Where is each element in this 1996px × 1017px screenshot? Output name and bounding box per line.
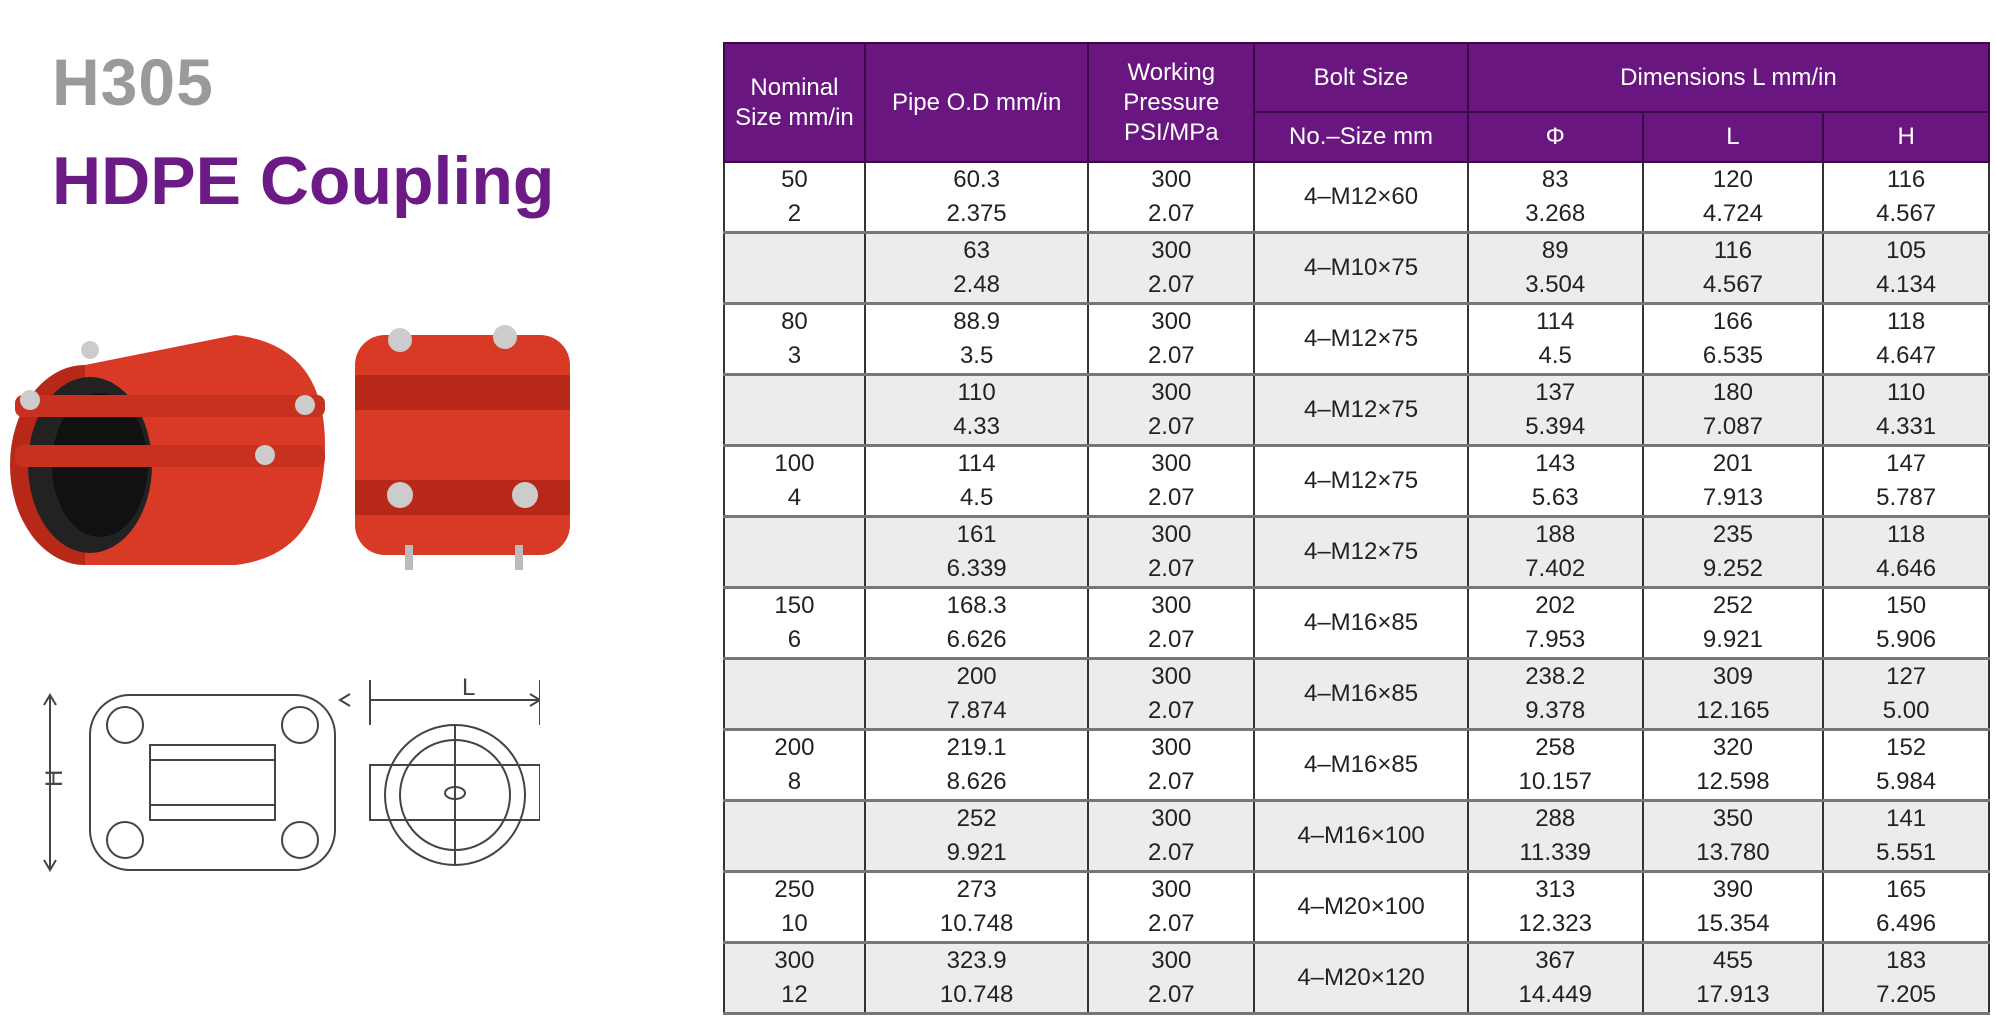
cell-working-pressure bbox=[1088, 375, 1254, 446]
nominal-size-mm: 50 bbox=[781, 166, 808, 193]
pipe-od-mm: 114 bbox=[957, 450, 996, 477]
cell-dim-h bbox=[1823, 943, 1989, 1014]
cell-dim-l bbox=[1643, 304, 1824, 375]
cell-dim-phi bbox=[1468, 801, 1643, 872]
working-pressure-mm: 300 bbox=[1151, 663, 1192, 690]
dim-phi-mm: 143 bbox=[1535, 450, 1576, 477]
nominal-size-in: 10 bbox=[781, 910, 808, 937]
table-row bbox=[724, 446, 1989, 517]
cell-dim-phi bbox=[1468, 872, 1643, 943]
cell-dim-h bbox=[1823, 730, 1989, 801]
cell-dim-l bbox=[1643, 446, 1824, 517]
pipe-od-mm: 88.9 bbox=[953, 308, 1000, 335]
pipe-od-in: 3.5 bbox=[959, 342, 994, 369]
dim-phi-mm: 367 bbox=[1535, 947, 1576, 974]
cell-working-pressure bbox=[1088, 162, 1254, 233]
cell-working-pressure bbox=[1088, 872, 1254, 943]
cell-dim-phi bbox=[1468, 659, 1643, 730]
cell-bolt-size: 4–M20×120 bbox=[1254, 943, 1468, 1014]
nominal-size-mm: 150 bbox=[774, 592, 815, 619]
cell-dim-l bbox=[1643, 375, 1824, 446]
pipe-od-mm: 161 bbox=[956, 521, 997, 548]
pipe-od-in: 2.375 bbox=[946, 200, 1007, 227]
header-phi: Φ bbox=[1468, 112, 1643, 162]
cell-dim-phi bbox=[1468, 730, 1643, 801]
dim-phi-in: 5.63 bbox=[1531, 484, 1579, 511]
dim-phi-in: 10.157 bbox=[1518, 768, 1592, 795]
dim-phi-mm: 313 bbox=[1535, 876, 1576, 903]
coupling-side-view bbox=[10, 335, 325, 565]
dim-l-in: 13.780 bbox=[1696, 839, 1770, 866]
cell-dim-phi bbox=[1468, 588, 1643, 659]
nominal-size-mm: 80 bbox=[781, 308, 808, 335]
pipe-od-mm: 168.3 bbox=[946, 592, 1007, 619]
header-working-pressure: Working Pressure PSI/MPa bbox=[1088, 43, 1254, 162]
dim-h-in: 4.134 bbox=[1876, 271, 1937, 298]
header-dimensions: Dimensions L mm/in bbox=[1468, 43, 1989, 112]
working-pressure-mm: 300 bbox=[1151, 592, 1192, 619]
dim-l-mm: 455 bbox=[1712, 947, 1753, 974]
table-row bbox=[724, 588, 1989, 659]
dim-l-in: 7.087 bbox=[1702, 413, 1763, 440]
pipe-od-mm: 252 bbox=[956, 805, 997, 832]
pipe-od-mm: 110 bbox=[957, 379, 996, 406]
dim-h-in: 4.646 bbox=[1876, 555, 1937, 582]
dim-l-in: 4.724 bbox=[1702, 200, 1763, 227]
dim-phi-in: 3.504 bbox=[1525, 271, 1586, 298]
cell-nominal-size bbox=[724, 588, 865, 659]
nominal-size-mm: 200 bbox=[774, 734, 815, 761]
dim-phi-in: 9.378 bbox=[1525, 697, 1586, 724]
dim-phi-mm: 83 bbox=[1541, 166, 1569, 193]
cell-working-pressure bbox=[1088, 801, 1254, 872]
pipe-od-in: 4.5 bbox=[959, 484, 994, 511]
table-row bbox=[724, 943, 1989, 1014]
cell-nominal-size bbox=[724, 517, 865, 588]
cell-dim-h bbox=[1823, 588, 1989, 659]
drawing-top-view bbox=[44, 695, 335, 870]
product-title: HDPE Coupling bbox=[52, 143, 555, 219]
dim-l-mm: 180 bbox=[1712, 379, 1753, 406]
nominal-size-in: 3 bbox=[787, 342, 802, 369]
cell-dim-phi bbox=[1468, 446, 1643, 517]
table-row bbox=[724, 730, 1989, 801]
pipe-od-in: 7.874 bbox=[946, 697, 1007, 724]
working-pressure-mm: 300 bbox=[1151, 947, 1192, 974]
dimension-drawing bbox=[40, 665, 540, 895]
cell-bolt-size: 4–M12×75 bbox=[1254, 446, 1468, 517]
working-pressure-mm: 300 bbox=[1151, 521, 1192, 548]
cell-dim-h bbox=[1823, 659, 1989, 730]
cell-dim-phi bbox=[1468, 162, 1643, 233]
working-pressure-in: 2.07 bbox=[1147, 413, 1195, 440]
pipe-od-in: 6.339 bbox=[946, 555, 1007, 582]
cell-pipe-od bbox=[865, 730, 1089, 801]
cell-pipe-od bbox=[865, 801, 1089, 872]
working-pressure-in: 2.07 bbox=[1147, 981, 1195, 1008]
dim-l-mm: 252 bbox=[1712, 592, 1753, 619]
dim-h-in: 5.906 bbox=[1876, 626, 1937, 653]
dim-h-mm: 165 bbox=[1886, 876, 1927, 903]
cell-pipe-od bbox=[865, 517, 1089, 588]
nominal-size-mm: 250 bbox=[774, 876, 815, 903]
cell-dim-h bbox=[1823, 304, 1989, 375]
dim-l-mm: 309 bbox=[1712, 663, 1753, 690]
working-pressure-in: 2.07 bbox=[1147, 555, 1195, 582]
dim-phi-in: 5.394 bbox=[1525, 413, 1586, 440]
model-number: H305 bbox=[52, 45, 214, 119]
dim-l-in: 4.567 bbox=[1702, 271, 1763, 298]
working-pressure-in: 2.07 bbox=[1147, 839, 1195, 866]
dim-h-in: 6.496 bbox=[1876, 910, 1937, 937]
dim-l-mm: 320 bbox=[1712, 734, 1753, 761]
working-pressure-mm: 300 bbox=[1151, 379, 1192, 406]
cell-bolt-size: 4–M12×75 bbox=[1254, 375, 1468, 446]
dim-l-mm: 166 bbox=[1712, 308, 1753, 335]
cell-dim-h bbox=[1823, 801, 1989, 872]
dim-h-mm: 183 bbox=[1886, 947, 1927, 974]
nominal-size-in: 4 bbox=[787, 484, 802, 511]
cell-working-pressure bbox=[1088, 943, 1254, 1014]
working-pressure-mm: 300 bbox=[1151, 237, 1192, 264]
dim-l-in: 9.252 bbox=[1702, 555, 1763, 582]
working-pressure-mm: 300 bbox=[1151, 166, 1192, 193]
dim-phi-mm: 89 bbox=[1541, 237, 1569, 264]
dim-phi-mm: 188 bbox=[1535, 521, 1576, 548]
cell-dim-phi bbox=[1468, 375, 1643, 446]
dim-h-in: 7.205 bbox=[1876, 981, 1937, 1008]
working-pressure-in: 2.07 bbox=[1147, 910, 1195, 937]
header-l: L bbox=[1643, 112, 1824, 162]
nominal-size-in: 2 bbox=[787, 200, 802, 227]
nominal-size-in: 6 bbox=[787, 626, 802, 653]
dim-phi-mm: 137 bbox=[1535, 379, 1576, 406]
dim-phi-in: 11.339 bbox=[1519, 839, 1592, 866]
dim-h-in: 4.647 bbox=[1876, 342, 1937, 369]
dim-l-in: 17.913 bbox=[1696, 981, 1770, 1008]
dim-phi-mm: 238.2 bbox=[1525, 663, 1586, 690]
cell-dim-l bbox=[1643, 588, 1824, 659]
dim-l-mm: 235 bbox=[1712, 521, 1753, 548]
pipe-od-in: 8.626 bbox=[946, 768, 1007, 795]
cell-dim-l bbox=[1643, 659, 1824, 730]
dim-l-mm: 120 bbox=[1712, 166, 1753, 193]
dim-h-label: H bbox=[41, 769, 68, 787]
working-pressure-in: 2.07 bbox=[1147, 342, 1195, 369]
dim-h-in: 4.567 bbox=[1876, 200, 1937, 227]
dim-l-in: 6.535 bbox=[1702, 342, 1763, 369]
dim-h-mm: 118 bbox=[1887, 308, 1926, 335]
cell-working-pressure bbox=[1088, 304, 1254, 375]
cell-dim-phi bbox=[1468, 233, 1643, 304]
dim-phi-mm: 258 bbox=[1535, 734, 1576, 761]
dim-l-mm: 390 bbox=[1712, 876, 1753, 903]
table-row bbox=[724, 659, 1989, 730]
cell-pipe-od bbox=[865, 943, 1089, 1014]
dim-l-in: 12.165 bbox=[1696, 697, 1770, 724]
dim-l-in: 7.913 bbox=[1702, 484, 1763, 511]
dim-l-in: 9.921 bbox=[1702, 626, 1763, 653]
dim-h-in: 4.331 bbox=[1876, 413, 1937, 440]
cell-bolt-size: 4–M16×85 bbox=[1254, 588, 1468, 659]
working-pressure-mm: 300 bbox=[1151, 876, 1192, 903]
cell-pipe-od bbox=[865, 304, 1089, 375]
dim-h-in: 5.00 bbox=[1882, 697, 1930, 724]
coupling-photo bbox=[5, 315, 575, 585]
table-row bbox=[724, 375, 1989, 446]
table-row bbox=[724, 801, 1989, 872]
pipe-od-mm: 60.3 bbox=[953, 166, 1000, 193]
cell-dim-l bbox=[1643, 943, 1824, 1014]
header-nominal-size: Nominal Size mm/in bbox=[724, 43, 865, 162]
cell-nominal-size bbox=[724, 730, 865, 801]
pipe-od-mm: 63 bbox=[963, 237, 990, 264]
dim-h-mm: 105 bbox=[1886, 237, 1927, 264]
cell-nominal-size bbox=[724, 872, 865, 943]
cell-dim-h bbox=[1823, 233, 1989, 304]
dim-l-in: 12.598 bbox=[1696, 768, 1770, 795]
cell-pipe-od bbox=[865, 375, 1089, 446]
dim-h-mm: 116 bbox=[1887, 166, 1926, 193]
cell-nominal-size bbox=[724, 233, 865, 304]
cell-bolt-size: 4–M20×100 bbox=[1254, 872, 1468, 943]
header-pipe-od: Pipe O.D mm/in bbox=[865, 43, 1089, 162]
dim-phi-in: 7.402 bbox=[1525, 555, 1586, 582]
cell-dim-h bbox=[1823, 162, 1989, 233]
specification-table bbox=[723, 42, 1990, 1015]
cell-bolt-size: 4–M16×85 bbox=[1254, 730, 1468, 801]
working-pressure-in: 2.07 bbox=[1147, 626, 1195, 653]
cell-working-pressure bbox=[1088, 517, 1254, 588]
pipe-od-in: 9.921 bbox=[946, 839, 1007, 866]
cell-working-pressure bbox=[1088, 233, 1254, 304]
coupling-front-view bbox=[355, 325, 570, 570]
cell-pipe-od bbox=[865, 872, 1089, 943]
dim-phi-in: 14.449 bbox=[1518, 981, 1592, 1008]
cell-dim-l bbox=[1643, 801, 1824, 872]
pipe-od-in: 6.626 bbox=[946, 626, 1007, 653]
working-pressure-mm: 300 bbox=[1151, 308, 1192, 335]
cell-dim-h bbox=[1823, 446, 1989, 517]
dim-l-label: L bbox=[462, 674, 476, 701]
cell-pipe-od bbox=[865, 446, 1089, 517]
dim-phi-in: 7.953 bbox=[1525, 626, 1586, 653]
dim-h-mm: 147 bbox=[1886, 450, 1927, 477]
table-row bbox=[724, 304, 1989, 375]
cell-bolt-size: 4–M12×75 bbox=[1254, 517, 1468, 588]
cell-pipe-od bbox=[865, 588, 1089, 659]
cell-pipe-od bbox=[865, 659, 1089, 730]
cell-working-pressure bbox=[1088, 588, 1254, 659]
dim-phi-in: 12.323 bbox=[1518, 910, 1592, 937]
dim-h-in: 5.984 bbox=[1876, 768, 1937, 795]
cell-dim-l bbox=[1643, 872, 1824, 943]
table-row bbox=[724, 517, 1989, 588]
cell-pipe-od bbox=[865, 233, 1089, 304]
header-h: H bbox=[1823, 112, 1989, 162]
dim-h-mm: 110 bbox=[1887, 379, 1926, 406]
cell-dim-phi bbox=[1468, 943, 1643, 1014]
cell-nominal-size bbox=[724, 162, 865, 233]
cell-bolt-size: 4–M16×85 bbox=[1254, 659, 1468, 730]
pipe-od-mm: 200 bbox=[956, 663, 997, 690]
dim-phi-in: 3.268 bbox=[1525, 200, 1586, 227]
dim-l-mm: 350 bbox=[1712, 805, 1753, 832]
working-pressure-in: 2.07 bbox=[1147, 484, 1195, 511]
working-pressure-mm: 300 bbox=[1151, 805, 1192, 832]
cell-dim-h bbox=[1823, 375, 1989, 446]
working-pressure-in: 2.07 bbox=[1147, 271, 1195, 298]
pipe-od-in: 10.748 bbox=[939, 910, 1014, 937]
dim-h-in: 5.787 bbox=[1876, 484, 1937, 511]
table-row bbox=[724, 872, 1989, 943]
cell-bolt-size: 4–M16×100 bbox=[1254, 801, 1468, 872]
nominal-size-in: 12 bbox=[781, 981, 808, 1008]
working-pressure-mm: 300 bbox=[1151, 450, 1192, 477]
cell-bolt-size: 4–M12×75 bbox=[1254, 304, 1468, 375]
pipe-od-mm: 273 bbox=[956, 876, 997, 903]
dim-phi-mm: 202 bbox=[1535, 592, 1576, 619]
dim-l-in: 15.354 bbox=[1696, 910, 1770, 937]
dim-h-mm: 152 bbox=[1886, 734, 1927, 761]
dim-phi-in: 4.5 bbox=[1538, 342, 1572, 369]
cell-dim-l bbox=[1643, 730, 1824, 801]
cell-dim-h bbox=[1823, 517, 1989, 588]
dim-h-in: 5.551 bbox=[1876, 839, 1937, 866]
nominal-size-in: 8 bbox=[787, 768, 802, 795]
cell-nominal-size bbox=[724, 943, 865, 1014]
dim-l-mm: 116 bbox=[1713, 237, 1753, 264]
pipe-od-in: 10.748 bbox=[939, 981, 1014, 1008]
dim-l-mm: 201 bbox=[1712, 450, 1753, 477]
pipe-od-in: 2.48 bbox=[953, 271, 1000, 298]
dim-phi-mm: 114 bbox=[1536, 308, 1575, 335]
dim-h-mm: 127 bbox=[1886, 663, 1927, 690]
cell-nominal-size bbox=[724, 659, 865, 730]
nominal-size-mm: 300 bbox=[774, 947, 815, 974]
working-pressure-in: 2.07 bbox=[1147, 200, 1195, 227]
cell-dim-l bbox=[1643, 517, 1824, 588]
cell-nominal-size bbox=[724, 375, 865, 446]
dim-h-mm: 118 bbox=[1887, 521, 1926, 548]
cell-working-pressure bbox=[1088, 730, 1254, 801]
table-row bbox=[724, 162, 1989, 233]
cell-nominal-size bbox=[724, 304, 865, 375]
cell-dim-phi bbox=[1468, 517, 1643, 588]
drawing-end-view bbox=[340, 680, 540, 865]
cell-nominal-size bbox=[724, 801, 865, 872]
cell-pipe-od bbox=[865, 162, 1089, 233]
cell-working-pressure bbox=[1088, 659, 1254, 730]
cell-dim-h bbox=[1823, 872, 1989, 943]
dim-h-mm: 150 bbox=[1886, 592, 1927, 619]
working-pressure-in: 2.07 bbox=[1147, 768, 1195, 795]
pipe-od-in: 4.33 bbox=[953, 413, 1000, 440]
cell-bolt-size: 4–M12×60 bbox=[1254, 162, 1468, 233]
pipe-od-mm: 323.9 bbox=[946, 947, 1007, 974]
cell-bolt-size: 4–M10×75 bbox=[1254, 233, 1468, 304]
header-bolt-size: Bolt Size bbox=[1254, 43, 1468, 112]
working-pressure-in: 2.07 bbox=[1147, 697, 1195, 724]
cell-nominal-size bbox=[724, 446, 865, 517]
nominal-size-mm: 100 bbox=[774, 450, 815, 477]
dim-h-mm: 141 bbox=[1886, 805, 1927, 832]
working-pressure-mm: 300 bbox=[1151, 734, 1192, 761]
table-row bbox=[724, 233, 1989, 304]
dim-phi-mm: 288 bbox=[1535, 805, 1576, 832]
pipe-od-mm: 219.1 bbox=[946, 734, 1007, 761]
cell-dim-l bbox=[1643, 233, 1824, 304]
cell-working-pressure bbox=[1088, 446, 1254, 517]
header-bolt-no-size: No.–Size mm bbox=[1254, 112, 1468, 162]
cell-dim-l bbox=[1643, 162, 1824, 233]
cell-dim-phi bbox=[1468, 304, 1643, 375]
